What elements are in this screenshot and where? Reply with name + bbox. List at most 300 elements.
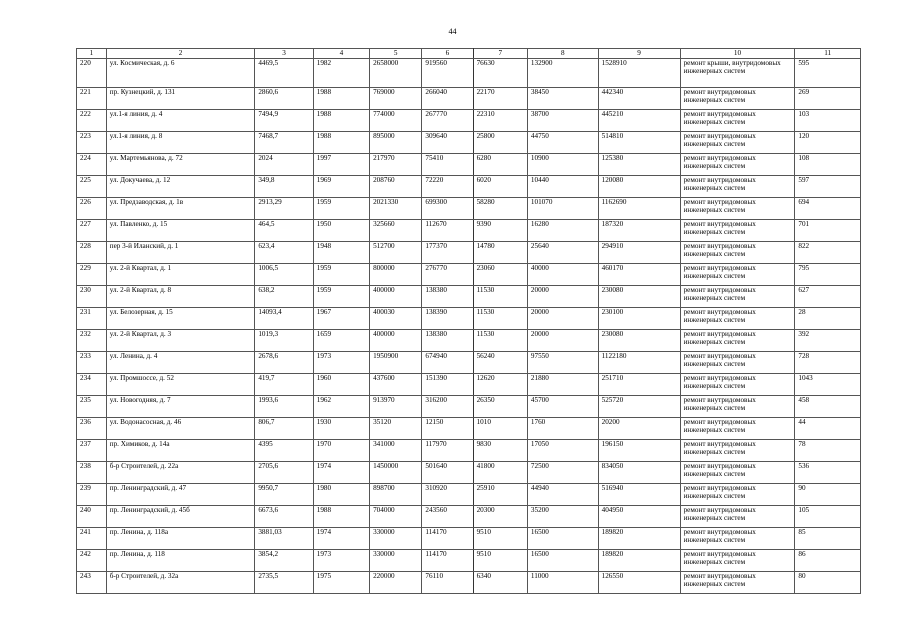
area-cell: 464,5 [255, 220, 313, 242]
year-cell: 1969 [313, 176, 369, 198]
work-type-cell: ремонт внутридомовых инженерных систем [680, 484, 795, 506]
area-cell: 1019,3 [255, 330, 313, 352]
cost-total-cell: 1450000 [370, 462, 422, 484]
area-cell: 2913,29 [255, 198, 313, 220]
column-11-cell: 392 [795, 330, 861, 352]
cost-total-cell: 1950900 [370, 352, 422, 374]
column-11-cell: 28 [795, 308, 861, 330]
column-8-cell: 101070 [527, 198, 598, 220]
column-11-cell: 795 [795, 264, 861, 286]
column-8-cell: 35200 [527, 506, 598, 528]
row-number: 235 [77, 396, 107, 418]
column-11-cell: 85 [795, 528, 861, 550]
column-8-cell: 21880 [527, 374, 598, 396]
column-6-cell: 267770 [422, 110, 473, 132]
column-8-cell: 97550 [527, 352, 598, 374]
table-row [77, 484, 861, 506]
row-number: 220 [77, 59, 107, 88]
column-7-cell: 9390 [473, 220, 527, 242]
cost-total-cell: 512700 [370, 242, 422, 264]
column-8-cell: 132900 [527, 59, 598, 88]
cost-total-cell: 400000 [370, 286, 422, 308]
column-8-cell: 38700 [527, 110, 598, 132]
column-11-cell: 80 [795, 572, 861, 594]
area-cell: 9950,7 [255, 484, 313, 506]
work-type-cell: ремонт внутридомовых инженерных систем [680, 396, 795, 418]
area-cell: 638,2 [255, 286, 313, 308]
table-row [77, 374, 861, 396]
year-cell: 1959 [313, 286, 369, 308]
column-9-cell: 20200 [598, 418, 680, 440]
address-cell: пр. Ленинградский, д. 47 [106, 484, 255, 506]
column-6-cell: 138380 [422, 286, 473, 308]
column-11-cell: 701 [795, 220, 861, 242]
address-cell: ул.1-я линия, д. 4 [106, 110, 255, 132]
table-row [77, 572, 861, 594]
year-cell: 1962 [313, 396, 369, 418]
column-7-cell: 11530 [473, 330, 527, 352]
column-11-cell: 108 [795, 154, 861, 176]
column-6-cell: 243560 [422, 506, 473, 528]
work-type-cell: ремонт внутридомовых инженерных систем [680, 330, 795, 352]
column-9-cell: 442340 [598, 88, 680, 110]
column-11-cell: 458 [795, 396, 861, 418]
column-8-cell: 10900 [527, 154, 598, 176]
column-9-cell: 1162690 [598, 198, 680, 220]
row-number: 232 [77, 330, 107, 352]
column-11-cell: 1043 [795, 374, 861, 396]
year-cell: 1988 [313, 506, 369, 528]
table-body [77, 49, 861, 594]
cost-total-cell: 769000 [370, 88, 422, 110]
column-9-cell: 514810 [598, 132, 680, 154]
cost-total-cell: 913970 [370, 396, 422, 418]
area-cell: 419,7 [255, 374, 313, 396]
row-number: 222 [77, 110, 107, 132]
area-cell: 2705,6 [255, 462, 313, 484]
table-row [77, 330, 861, 352]
address-cell: ул.1-я линия, д. 8 [106, 132, 255, 154]
area-cell: 4395 [255, 440, 313, 462]
row-number: 229 [77, 264, 107, 286]
work-type-cell: ремонт внутридомовых инженерных систем [680, 418, 795, 440]
address-cell: пр. Химиков, д. 14а [106, 440, 255, 462]
table-row [77, 396, 861, 418]
column-7-cell: 22170 [473, 88, 527, 110]
column-7-cell: 11530 [473, 308, 527, 330]
area-cell: 349,8 [255, 176, 313, 198]
row-number: 234 [77, 374, 107, 396]
column-8-cell: 44940 [527, 484, 598, 506]
column-6-cell: 316200 [422, 396, 473, 418]
column-8-cell: 40000 [527, 264, 598, 286]
column-9-cell: 525720 [598, 396, 680, 418]
table-row [77, 352, 861, 374]
work-type-cell: ремонт внутридомовых инженерных систем [680, 198, 795, 220]
column-9-cell: 1528910 [598, 59, 680, 88]
column-9-cell: 125380 [598, 154, 680, 176]
column-11-cell: 595 [795, 59, 861, 88]
year-cell: 1974 [313, 462, 369, 484]
cost-total-cell: 437600 [370, 374, 422, 396]
work-type-cell: ремонт внутридомовых инженерных систем [680, 550, 795, 572]
column-header-8: 8 [527, 49, 598, 59]
cost-total-cell: 35120 [370, 418, 422, 440]
column-8-cell: 20000 [527, 308, 598, 330]
column-9-cell: 294910 [598, 242, 680, 264]
column-7-cell: 6020 [473, 176, 527, 198]
area-cell: 2860,6 [255, 88, 313, 110]
column-7-cell: 23060 [473, 264, 527, 286]
address-cell: ул. 2-й Квартал, д. 1 [106, 264, 255, 286]
address-cell: пр. Ленинградский, д. 45б [106, 506, 255, 528]
table-row [77, 59, 861, 88]
column-11-cell: 822 [795, 242, 861, 264]
column-6-cell: 919560 [422, 59, 473, 88]
row-number: 237 [77, 440, 107, 462]
column-7-cell: 9510 [473, 550, 527, 572]
table-row [77, 110, 861, 132]
work-type-cell: ремонт внутридомовых инженерных систем [680, 352, 795, 374]
column-6-cell: 114170 [422, 550, 473, 572]
page-number: 44 [448, 27, 457, 36]
year-cell: 1988 [313, 132, 369, 154]
year-cell: 1980 [313, 484, 369, 506]
column-11-cell: 269 [795, 88, 861, 110]
work-type-cell: ремонт внутридомовых инженерных систем [680, 88, 795, 110]
work-type-cell: ремонт внутридомовых инженерных систем [680, 506, 795, 528]
address-cell: ул. Ленина, д. 4 [106, 352, 255, 374]
column-7-cell: 25800 [473, 132, 527, 154]
address-cell: ул. Водонасосная, д. 46 [106, 418, 255, 440]
column-8-cell: 17050 [527, 440, 598, 462]
year-cell: 1967 [313, 308, 369, 330]
column-11-cell: 120 [795, 132, 861, 154]
table-row [77, 308, 861, 330]
column-header-10: 10 [680, 49, 795, 59]
table-header-row [77, 49, 861, 59]
year-cell: 1960 [313, 374, 369, 396]
column-9-cell: 126550 [598, 572, 680, 594]
cost-total-cell: 898700 [370, 484, 422, 506]
column-9-cell: 187320 [598, 220, 680, 242]
table-row [77, 506, 861, 528]
column-7-cell: 6280 [473, 154, 527, 176]
column-7-cell: 26350 [473, 396, 527, 418]
row-number: 231 [77, 308, 107, 330]
column-8-cell: 16500 [527, 550, 598, 572]
address-cell: пр. Ленина, д. 118 [106, 550, 255, 572]
year-cell: 1974 [313, 528, 369, 550]
column-9-cell: 445210 [598, 110, 680, 132]
column-8-cell: 20000 [527, 330, 598, 352]
column-7-cell: 22310 [473, 110, 527, 132]
cost-total-cell: 325660 [370, 220, 422, 242]
area-cell: 14093,4 [255, 308, 313, 330]
area-cell: 806,7 [255, 418, 313, 440]
address-cell: ул. Павленко, д. 15 [106, 220, 255, 242]
address-cell: пр. Кузнецкий, д. 131 [106, 88, 255, 110]
column-9-cell: 230080 [598, 330, 680, 352]
column-11-cell: 103 [795, 110, 861, 132]
cost-total-cell: 400030 [370, 308, 422, 330]
cost-total-cell: 341000 [370, 440, 422, 462]
column-7-cell: 41800 [473, 462, 527, 484]
area-cell: 2024 [255, 154, 313, 176]
work-type-cell: ремонт внутридомовых инженерных систем [680, 572, 795, 594]
row-number: 223 [77, 132, 107, 154]
column-11-cell: 728 [795, 352, 861, 374]
column-6-cell: 309640 [422, 132, 473, 154]
column-9-cell: 834050 [598, 462, 680, 484]
column-header-11: 11 [795, 49, 861, 59]
year-cell: 1948 [313, 242, 369, 264]
table-row [77, 550, 861, 572]
area-cell: 623,4 [255, 242, 313, 264]
cost-total-cell: 2021330 [370, 198, 422, 220]
column-9-cell: 120080 [598, 176, 680, 198]
year-cell: 1959 [313, 264, 369, 286]
column-6-cell: 310920 [422, 484, 473, 506]
work-type-cell: ремонт внутридомовых инженерных систем [680, 308, 795, 330]
work-type-cell: ремонт внутридомовых инженерных систем [680, 154, 795, 176]
column-8-cell: 38450 [527, 88, 598, 110]
row-number: 225 [77, 176, 107, 198]
work-type-cell: ремонт крыши, внутридомовых инженерных систем [680, 59, 795, 88]
column-7-cell: 9830 [473, 440, 527, 462]
work-type-cell: ремонт внутридомовых инженерных систем [680, 110, 795, 132]
column-6-cell: 75410 [422, 154, 473, 176]
column-6-cell: 76110 [422, 572, 473, 594]
column-8-cell: 1760 [527, 418, 598, 440]
work-type-cell: ремонт внутридомовых инженерных систем [680, 220, 795, 242]
address-cell: ул. Космическая, д. 6 [106, 59, 255, 88]
column-header-2: 2 [106, 49, 255, 59]
column-6-cell: 112670 [422, 220, 473, 242]
row-number: 236 [77, 418, 107, 440]
cost-total-cell: 774000 [370, 110, 422, 132]
year-cell: 1950 [313, 220, 369, 242]
cost-total-cell: 800000 [370, 264, 422, 286]
row-number: 228 [77, 242, 107, 264]
area-cell: 2678,6 [255, 352, 313, 374]
column-8-cell: 45700 [527, 396, 598, 418]
column-7-cell: 14780 [473, 242, 527, 264]
column-7-cell: 58280 [473, 198, 527, 220]
column-11-cell: 86 [795, 550, 861, 572]
table-row [77, 242, 861, 264]
year-cell: 1659 [313, 330, 369, 352]
work-type-cell: ремонт внутридомовых инженерных систем [680, 528, 795, 550]
column-8-cell: 11000 [527, 572, 598, 594]
column-6-cell: 699300 [422, 198, 473, 220]
column-7-cell: 1010 [473, 418, 527, 440]
column-6-cell: 674940 [422, 352, 473, 374]
column-6-cell: 117970 [422, 440, 473, 462]
row-number: 239 [77, 484, 107, 506]
year-cell: 1988 [313, 88, 369, 110]
column-11-cell: 90 [795, 484, 861, 506]
table-row [77, 286, 861, 308]
column-6-cell: 276770 [422, 264, 473, 286]
area-cell: 3881,03 [255, 528, 313, 550]
column-8-cell: 72500 [527, 462, 598, 484]
work-type-cell: ремонт внутридомовых инженерных систем [680, 462, 795, 484]
area-cell: 3854,2 [255, 550, 313, 572]
table-row [77, 418, 861, 440]
address-cell: ул. Мартемьянова, д. 72 [106, 154, 255, 176]
table-row [77, 132, 861, 154]
column-9-cell: 404950 [598, 506, 680, 528]
work-type-cell: ремонт внутридомовых инженерных систем [680, 440, 795, 462]
column-7-cell: 11530 [473, 286, 527, 308]
column-9-cell: 460170 [598, 264, 680, 286]
column-11-cell: 627 [795, 286, 861, 308]
row-number: 227 [77, 220, 107, 242]
column-7-cell: 25910 [473, 484, 527, 506]
address-cell: ул. Предзаводская, д. 1в [106, 198, 255, 220]
cost-total-cell: 208760 [370, 176, 422, 198]
address-cell: б-р Строителей, д. 22а [106, 462, 255, 484]
year-cell: 1973 [313, 352, 369, 374]
column-7-cell: 20300 [473, 506, 527, 528]
column-header-6: 6 [422, 49, 473, 59]
area-cell: 6673,6 [255, 506, 313, 528]
table-row [77, 176, 861, 198]
column-6-cell: 72220 [422, 176, 473, 198]
row-number: 224 [77, 154, 107, 176]
table-row [77, 462, 861, 484]
column-9-cell: 196150 [598, 440, 680, 462]
table-row [77, 264, 861, 286]
column-8-cell: 10440 [527, 176, 598, 198]
area-cell: 1006,5 [255, 264, 313, 286]
row-number: 233 [77, 352, 107, 374]
work-type-cell: ремонт внутридомовых инженерных систем [680, 264, 795, 286]
column-6-cell: 501640 [422, 462, 473, 484]
column-9-cell: 189820 [598, 528, 680, 550]
column-7-cell: 76630 [473, 59, 527, 88]
row-number: 226 [77, 198, 107, 220]
address-cell: ул. Докучаева, д. 12 [106, 176, 255, 198]
column-header-7: 7 [473, 49, 527, 59]
column-6-cell: 138380 [422, 330, 473, 352]
column-9-cell: 251710 [598, 374, 680, 396]
year-cell: 1997 [313, 154, 369, 176]
table-row [77, 154, 861, 176]
work-type-cell: ремонт внутридомовых инженерных систем [680, 176, 795, 198]
area-cell: 1993,6 [255, 396, 313, 418]
column-header-1: 1 [77, 49, 107, 59]
column-9-cell: 189820 [598, 550, 680, 572]
column-11-cell: 597 [795, 176, 861, 198]
housing-repair-table [76, 48, 861, 594]
column-11-cell: 44 [795, 418, 861, 440]
column-9-cell: 230100 [598, 308, 680, 330]
column-8-cell: 16280 [527, 220, 598, 242]
address-cell: ул. 2-й Квартал, д. 8 [106, 286, 255, 308]
work-type-cell: ремонт внутридомовых инженерных систем [680, 286, 795, 308]
table-row [77, 88, 861, 110]
cost-total-cell: 217970 [370, 154, 422, 176]
column-11-cell: 536 [795, 462, 861, 484]
row-number: 240 [77, 506, 107, 528]
work-type-cell: ремонт внутридомовых инженерных систем [680, 132, 795, 154]
cost-total-cell: 2658000 [370, 59, 422, 88]
row-number: 243 [77, 572, 107, 594]
year-cell: 1975 [313, 572, 369, 594]
table-row [77, 198, 861, 220]
cost-total-cell: 330000 [370, 528, 422, 550]
column-6-cell: 177370 [422, 242, 473, 264]
address-cell: ул. Промшоссе, д. 52 [106, 374, 255, 396]
year-cell: 1973 [313, 550, 369, 572]
work-type-cell: ремонт внутридомовых инженерных систем [680, 242, 795, 264]
column-header-9: 9 [598, 49, 680, 59]
address-cell: пр. Ленина, д. 118а [106, 528, 255, 550]
column-6-cell: 114170 [422, 528, 473, 550]
area-cell: 7468,7 [255, 132, 313, 154]
column-6-cell: 138390 [422, 308, 473, 330]
column-9-cell: 516940 [598, 484, 680, 506]
year-cell: 1982 [313, 59, 369, 88]
column-9-cell: 1122180 [598, 352, 680, 374]
area-cell: 7494,9 [255, 110, 313, 132]
column-6-cell: 266040 [422, 88, 473, 110]
column-8-cell: 20000 [527, 286, 598, 308]
year-cell: 1988 [313, 110, 369, 132]
column-6-cell: 12150 [422, 418, 473, 440]
column-11-cell: 78 [795, 440, 861, 462]
column-header-5: 5 [370, 49, 422, 59]
row-number: 242 [77, 550, 107, 572]
address-cell: ул. 2-й Квартал, д. 3 [106, 330, 255, 352]
year-cell: 1930 [313, 418, 369, 440]
column-7-cell: 6340 [473, 572, 527, 594]
row-number: 238 [77, 462, 107, 484]
row-number: 221 [77, 88, 107, 110]
row-number: 241 [77, 528, 107, 550]
cost-total-cell: 400000 [370, 330, 422, 352]
cost-total-cell: 895000 [370, 132, 422, 154]
address-cell: пер 3-й Иланский, д. 1 [106, 242, 255, 264]
column-7-cell: 9510 [473, 528, 527, 550]
cost-total-cell: 220000 [370, 572, 422, 594]
table-row [77, 440, 861, 462]
column-header-3: 3 [255, 49, 313, 59]
column-6-cell: 151390 [422, 374, 473, 396]
column-8-cell: 25640 [527, 242, 598, 264]
column-9-cell: 230080 [598, 286, 680, 308]
address-cell: б-р Строителей, д. 32а [106, 572, 255, 594]
table-row [77, 528, 861, 550]
area-cell: 2735,5 [255, 572, 313, 594]
column-11-cell: 694 [795, 198, 861, 220]
column-8-cell: 16500 [527, 528, 598, 550]
column-header-4: 4 [313, 49, 369, 59]
work-type-cell: ремонт внутридомовых инженерных систем [680, 374, 795, 396]
row-number: 230 [77, 286, 107, 308]
address-cell: ул. Белозерная, д. 15 [106, 308, 255, 330]
column-7-cell: 12620 [473, 374, 527, 396]
cost-total-cell: 704000 [370, 506, 422, 528]
address-cell: ул. Новогодняя, д. 7 [106, 396, 255, 418]
year-cell: 1970 [313, 440, 369, 462]
table-row [77, 220, 861, 242]
column-7-cell: 56240 [473, 352, 527, 374]
area-cell: 4469,5 [255, 59, 313, 88]
column-11-cell: 105 [795, 506, 861, 528]
